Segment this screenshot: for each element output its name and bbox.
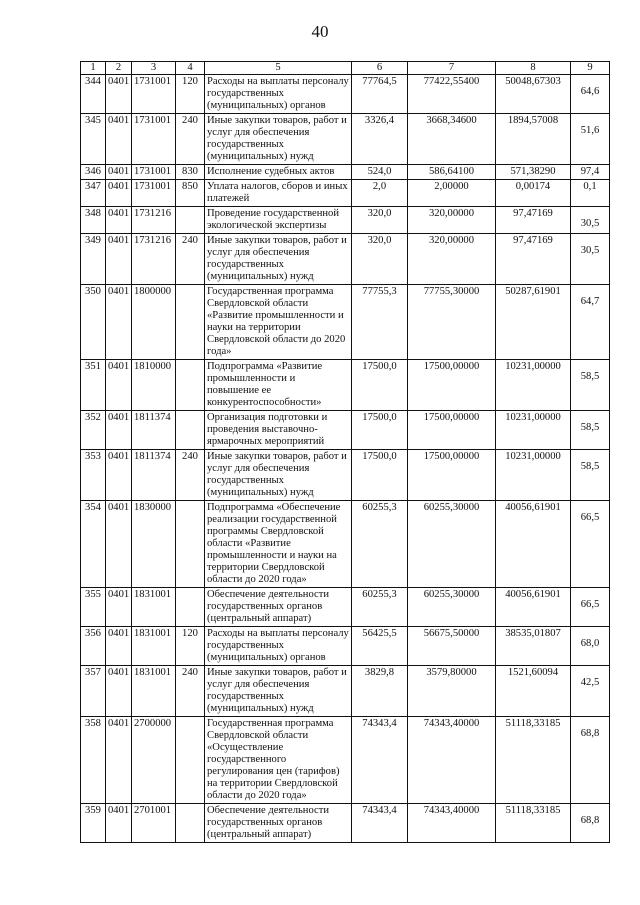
target-code: 1731001 (132, 75, 176, 114)
execution-percent (571, 114, 610, 165)
execution-percent-value: 58,5 (580, 422, 600, 433)
target-code: 1831001 (132, 588, 176, 627)
approved-amount: 524,0 (352, 165, 408, 180)
expense-type: 120 (176, 627, 205, 666)
execution-percent-value: 30,5 (580, 218, 600, 229)
column-header: 4 (176, 62, 205, 75)
approved-amount: 77755,3 (352, 285, 408, 360)
expense-name: Государственная программа Свердловской области «Развитие промышленности и науки на территории Свердловской области до 2020 года» (205, 285, 352, 360)
column-header: 5 (205, 62, 352, 75)
approved-amount: 320,0 (352, 234, 408, 285)
row-number: 359 (81, 804, 106, 843)
page-number: 40 (311, 22, 329, 41)
execution-percent-value: 58,5 (580, 461, 600, 472)
expense-type: 240 (176, 234, 205, 285)
target-code: 1731001 (132, 114, 176, 165)
expense-type (176, 501, 205, 588)
row-number: 348 (81, 207, 106, 234)
table-row (81, 285, 610, 360)
expense-type: 240 (176, 666, 205, 717)
budget-amount: 77755,30000 (408, 285, 496, 360)
section-code: 0401 (106, 207, 132, 234)
table-row (81, 207, 610, 234)
target-code: 2700000 (132, 717, 176, 804)
section-code: 0401 (106, 75, 132, 114)
expense-name: Обеспечение деятельности государственных органов (центральный аппарат) (205, 804, 352, 843)
target-code: 1811374 (132, 450, 176, 501)
expense-name: Уплата налогов, сборов и иных платежей (205, 180, 352, 207)
execution-percent (571, 285, 610, 360)
execution-percent (571, 717, 610, 804)
table-row (81, 360, 610, 411)
target-code: 2701001 (132, 804, 176, 843)
section-code: 0401 (106, 360, 132, 411)
expense-type (176, 804, 205, 843)
execution-percent (571, 180, 610, 207)
execution-percent-value: 68,8 (580, 815, 600, 826)
section-code: 0401 (106, 450, 132, 501)
expense-name: Организация подготовки и проведения выставочно-ярмарочных мероприятий (205, 411, 352, 450)
row-number: 353 (81, 450, 106, 501)
executed-amount: 1894,57008 (496, 114, 571, 165)
expense-type (176, 207, 205, 234)
expense-name: Иные закупки товаров, работ и услуг для обеспечения государственных (муниципальных) нужд (205, 114, 352, 165)
execution-percent (571, 666, 610, 717)
executed-amount: 38535,01807 (496, 627, 571, 666)
execution-percent (571, 165, 610, 180)
expense-type: 240 (176, 114, 205, 165)
row-number: 356 (81, 627, 106, 666)
budget-amount: 17500,00000 (408, 450, 496, 501)
table-row (81, 411, 610, 450)
expense-name: Подпрограмма «Развитие промышленности и повышение ее конкурентоспособности» (205, 360, 352, 411)
approved-amount: 17500,0 (352, 360, 408, 411)
execution-percent (571, 501, 610, 588)
approved-amount: 2,0 (352, 180, 408, 207)
table-row (81, 180, 610, 207)
execution-percent (571, 588, 610, 627)
section-code: 0401 (106, 180, 132, 207)
executed-amount: 51118,33185 (496, 717, 571, 804)
row-number: 357 (81, 666, 106, 717)
execution-percent-value: 64,7 (580, 296, 600, 307)
row-number: 346 (81, 165, 106, 180)
budget-amount: 77422,55400 (408, 75, 496, 114)
expense-name: Иные закупки товаров, работ и услуг для обеспечения государственных (муниципальных) нужд (205, 450, 352, 501)
table-row (81, 75, 610, 114)
table-row (81, 666, 610, 717)
row-number: 355 (81, 588, 106, 627)
row-number: 349 (81, 234, 106, 285)
column-header: 2 (106, 62, 132, 75)
execution-percent-value: 58,5 (580, 371, 600, 382)
row-number: 352 (81, 411, 106, 450)
section-code: 0401 (106, 285, 132, 360)
row-number: 358 (81, 717, 106, 804)
column-header: 6 (352, 62, 408, 75)
execution-percent (571, 207, 610, 234)
section-code: 0401 (106, 804, 132, 843)
section-code: 0401 (106, 666, 132, 717)
executed-amount: 571,38290 (496, 165, 571, 180)
execution-percent-value: 42,5 (580, 677, 600, 688)
budget-amount: 17500,00000 (408, 411, 496, 450)
column-header: 3 (132, 62, 176, 75)
execution-percent-value: 66,5 (580, 599, 600, 610)
budget-amount: 17500,00000 (408, 360, 496, 411)
execution-percent (571, 450, 610, 501)
approved-amount: 60255,3 (352, 501, 408, 588)
budget-table (80, 61, 610, 843)
approved-amount: 17500,0 (352, 450, 408, 501)
section-code: 0401 (106, 501, 132, 588)
execution-percent (571, 804, 610, 843)
approved-amount: 77764,5 (352, 75, 408, 114)
expense-name: Иные закупки товаров, работ и услуг для обеспечения государственных (муниципальных) нужд (205, 666, 352, 717)
target-code: 1831001 (132, 627, 176, 666)
expense-name: Расходы на выплаты персоналу государственных (муниципальных) органов (205, 75, 352, 114)
budget-amount: 586,64100 (408, 165, 496, 180)
approved-amount: 60255,3 (352, 588, 408, 627)
budget-amount: 60255,30000 (408, 501, 496, 588)
executed-amount: 97,47169 (496, 207, 571, 234)
column-header: 8 (496, 62, 571, 75)
execution-percent-value: 97,4 (580, 166, 600, 177)
execution-percent-value: 64,6 (580, 86, 600, 97)
target-code: 1731216 (132, 207, 176, 234)
section-code: 0401 (106, 627, 132, 666)
expense-name: Обеспечение деятельности государственных органов (центральный аппарат) (205, 588, 352, 627)
executed-amount: 10231,00000 (496, 360, 571, 411)
expense-type: 240 (176, 450, 205, 501)
budget-amount: 56675,50000 (408, 627, 496, 666)
budget-amount: 74343,40000 (408, 717, 496, 804)
execution-percent (571, 234, 610, 285)
expense-name: Государственная программа Свердловской области «Осуществление государственного регулирования цен (тарифов) на территории Свердловской области до 2020 года» (205, 717, 352, 804)
target-code: 1800000 (132, 285, 176, 360)
execution-percent-value: 68,8 (580, 728, 600, 739)
section-code: 0401 (106, 411, 132, 450)
expense-name: Расходы на выплаты персоналу государственных (муниципальных) органов (205, 627, 352, 666)
executed-amount: 50048,67303 (496, 75, 571, 114)
executed-amount: 40056,61901 (496, 501, 571, 588)
target-code: 1810000 (132, 360, 176, 411)
approved-amount: 3326,4 (352, 114, 408, 165)
expense-name: Исполнение судебных актов (205, 165, 352, 180)
section-code: 0401 (106, 234, 132, 285)
expense-type: 120 (176, 75, 205, 114)
executed-amount: 10231,00000 (496, 411, 571, 450)
execution-percent-value: 51,6 (580, 125, 600, 136)
executed-amount: 51118,33185 (496, 804, 571, 843)
approved-amount: 320,0 (352, 207, 408, 234)
expense-name: Проведение государственной экологической экспертизы (205, 207, 352, 234)
execution-percent (571, 627, 610, 666)
executed-amount: 10231,00000 (496, 450, 571, 501)
execution-percent-value: 68,0 (580, 638, 600, 649)
target-code: 1731001 (132, 180, 176, 207)
column-header: 7 (408, 62, 496, 75)
target-code: 1811374 (132, 411, 176, 450)
execution-percent-value: 66,5 (580, 512, 600, 523)
section-code: 0401 (106, 717, 132, 804)
executed-amount: 0,00174 (496, 180, 571, 207)
budget-amount: 320,00000 (408, 207, 496, 234)
expense-type (176, 360, 205, 411)
budget-amount: 74343,40000 (408, 804, 496, 843)
expense-name: Иные закупки товаров, работ и услуг для обеспечения государственных (муниципальных) нужд (205, 234, 352, 285)
budget-amount: 60255,30000 (408, 588, 496, 627)
expense-type (176, 588, 205, 627)
target-code: 1731216 (132, 234, 176, 285)
table-row (81, 717, 610, 804)
expense-name: Подпрограмма «Обеспечение реализации государственной программы Свердловской области «Развитие промышленности и науки на территории Свердловской области до 2020 года» (205, 501, 352, 588)
table-row (81, 588, 610, 627)
expense-type: 850 (176, 180, 205, 207)
row-number: 344 (81, 75, 106, 114)
table-row (81, 804, 610, 843)
approved-amount: 74343,4 (352, 717, 408, 804)
target-code: 1731001 (132, 165, 176, 180)
approved-amount: 74343,4 (352, 804, 408, 843)
executed-amount: 1521,60094 (496, 666, 571, 717)
row-number: 354 (81, 501, 106, 588)
row-number: 350 (81, 285, 106, 360)
executed-amount: 97,47169 (496, 234, 571, 285)
row-number: 351 (81, 360, 106, 411)
budget-amount: 3579,80000 (408, 666, 496, 717)
section-code: 0401 (106, 114, 132, 165)
execution-percent (571, 75, 610, 114)
approved-amount: 56425,5 (352, 627, 408, 666)
target-code: 1831001 (132, 666, 176, 717)
executed-amount: 50287,61901 (496, 285, 571, 360)
expense-type (176, 285, 205, 360)
table-row (81, 234, 610, 285)
execution-percent-value: 0,1 (583, 181, 597, 192)
table-row (81, 114, 610, 165)
table-row (81, 501, 610, 588)
execution-percent (571, 360, 610, 411)
execution-percent (571, 411, 610, 450)
column-header: 9 (571, 62, 610, 75)
row-number: 347 (81, 180, 106, 207)
table-row (81, 627, 610, 666)
execution-percent-value: 30,5 (580, 245, 600, 256)
table-header-row (81, 62, 610, 75)
expense-type: 830 (176, 165, 205, 180)
section-code: 0401 (106, 588, 132, 627)
budget-amount: 2,00000 (408, 180, 496, 207)
expense-type (176, 411, 205, 450)
row-number: 345 (81, 114, 106, 165)
table-row (81, 165, 610, 180)
budget-amount: 3668,34600 (408, 114, 496, 165)
executed-amount: 40056,61901 (496, 588, 571, 627)
budget-amount: 320,00000 (408, 234, 496, 285)
section-code: 0401 (106, 165, 132, 180)
column-header: 1 (81, 62, 106, 75)
table-row (81, 450, 610, 501)
approved-amount: 17500,0 (352, 411, 408, 450)
target-code: 1830000 (132, 501, 176, 588)
approved-amount: 3829,8 (352, 666, 408, 717)
expense-type (176, 717, 205, 804)
